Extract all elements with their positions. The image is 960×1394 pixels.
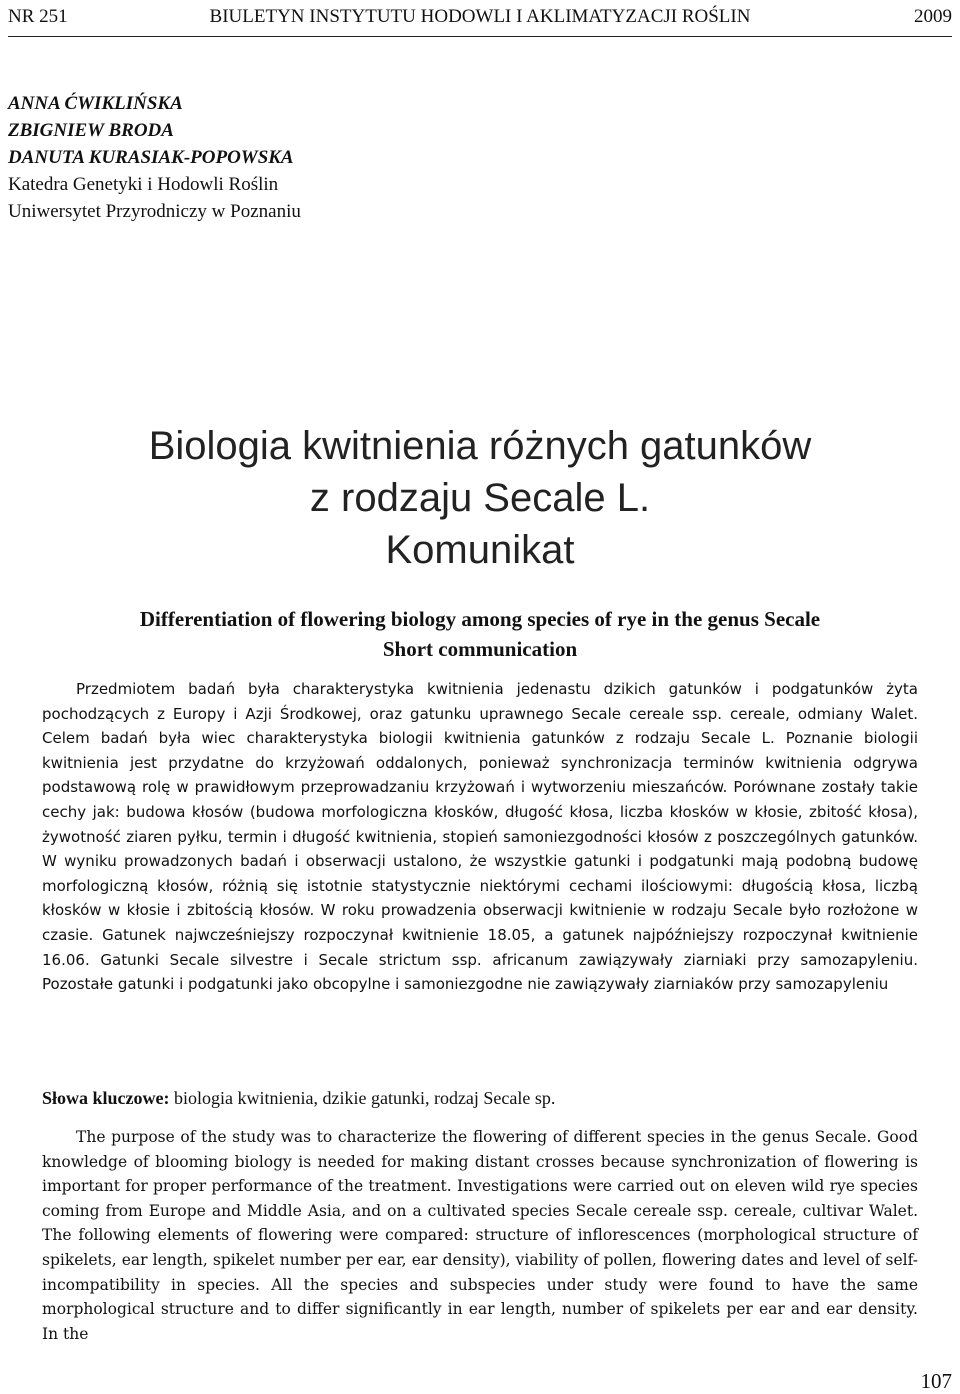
title-line: Differentiation of flowering biology among species of rye in the genus Secale (139, 607, 821, 631)
abstract-polish: Przedmiotem badań była charakterystyka kwitnienia jedenastu dzikich gatunków i podgatunków żyta pochodzących z Europy i Azji Środkowej, oraz gatunku uprawnego Secale cereale ssp. cereale, odmiany Walet. Celem badań była wiec charakterystyka biologii kwitnienia gatunków z rodzaju Secale L. Poznanie biologii kwitnienia jest przydatne do krzyżowań oddalonych, ponieważ synchronizacja terminów kwitnienia odgrywa podstawową rolę w prawidłowym przeprowadzaniu krzyżowań i wytworzeniu mieszańców. Porównane zostały takie cechy jak: budowa kłosów (budowa morfologiczna kłosków, długość kłosa, liczba kłosków w kłosie, zbitość kłosa), żywotność ziaren pyłku, termin i długość kwitnienia, stopień samoniezgodności kłosów z poszczególnych gatunków. W wyniku prowadzonych badań i obserwacji ustalono, że wszystkie gatunki i podgatunki mają podobną budowę morfologiczną kłosów, różnią się istotnie statystycznie niektórymi cechami ilościowymi: długością kłosa, liczbą kłosków w kłosie i zbitością kłosów. W roku prowadzenia obserwacji kwitnienie w rodzaju Secale było rozłożone w czasie. Gatunek najwcześniejszy rozpoczynał kwitnienie 18.05, a gatunek najpóźniejszy rozpoczynał kwitnienie 16.06. Gatunki Secale silvestre i Secale strictum ssp. africanum zawiązywały ziarniaki przy samozapyleniu. Pozostałe gatunki i podgatunki jako obcopylne i samoniezgodne nie zawiązywały ziarniaków przy samozapyleniu (42, 680, 918, 994)
author-name: ANNA ĆWIKLIŃSKA (8, 93, 183, 114)
publication-year: 2009 (914, 6, 952, 27)
issue-number: NR 251 (8, 6, 68, 27)
author-block (8, 90, 301, 225)
keywords-text: biologia kwitnienia, dzikie gatunki, rodzaj Secale sp. (169, 1088, 556, 1108)
author-affiliation: Katedra Genetyki i Hodowli Roślin (8, 174, 279, 195)
page-number: 107 (920, 1369, 952, 1393)
author-affiliation: Uniwersytet Przyrodniczy w Poznaniu (8, 201, 301, 222)
author-name: ZBIGNIEW BRODA (8, 120, 174, 141)
title-line: Komunikat (385, 528, 575, 572)
title-line: z rodzaju Secale L. (309, 476, 651, 520)
title-polish (0, 420, 960, 576)
keywords (42, 1086, 918, 1110)
journal-title: BIULETYN INSTYTUTU HODOWLI I AKLIMATYZACJI ROŚLIN (209, 6, 751, 27)
title-english (0, 604, 960, 664)
author-name: DANUTA KURASIAK-POPOWSKA (8, 147, 294, 168)
title-line: Short communication (382, 637, 578, 661)
title-line: Biologia kwitnienia różnych gatunków (148, 424, 812, 468)
keywords-label: Słowa kluczowe: (42, 1088, 170, 1108)
abstract-english: The purpose of the study was to characterize the flowering of different species in the genus Secale. Good knowledge of blooming biology is needed for making distant crosses because synchronization of flowering is important for proper performance of the treatment. Investigations were carried out on eleven wild rye species coming from Europe and Middle Asia, and on a cultivated species Secale cereale ssp. cereale, cultivar Walet. The following elements of flowering were compared: structure of inflorescences (morphological structure of spikelets, ear length, spikelet number per ear, ear density), viability of pollen, flowering dates and level of self-incompatibility in species. All the species and subspecies under study were found to have the same morphological structure and to differ significantly in ear length, number of spikelets per ear and ear density. In the (42, 1128, 918, 1343)
running-header (8, 6, 952, 37)
